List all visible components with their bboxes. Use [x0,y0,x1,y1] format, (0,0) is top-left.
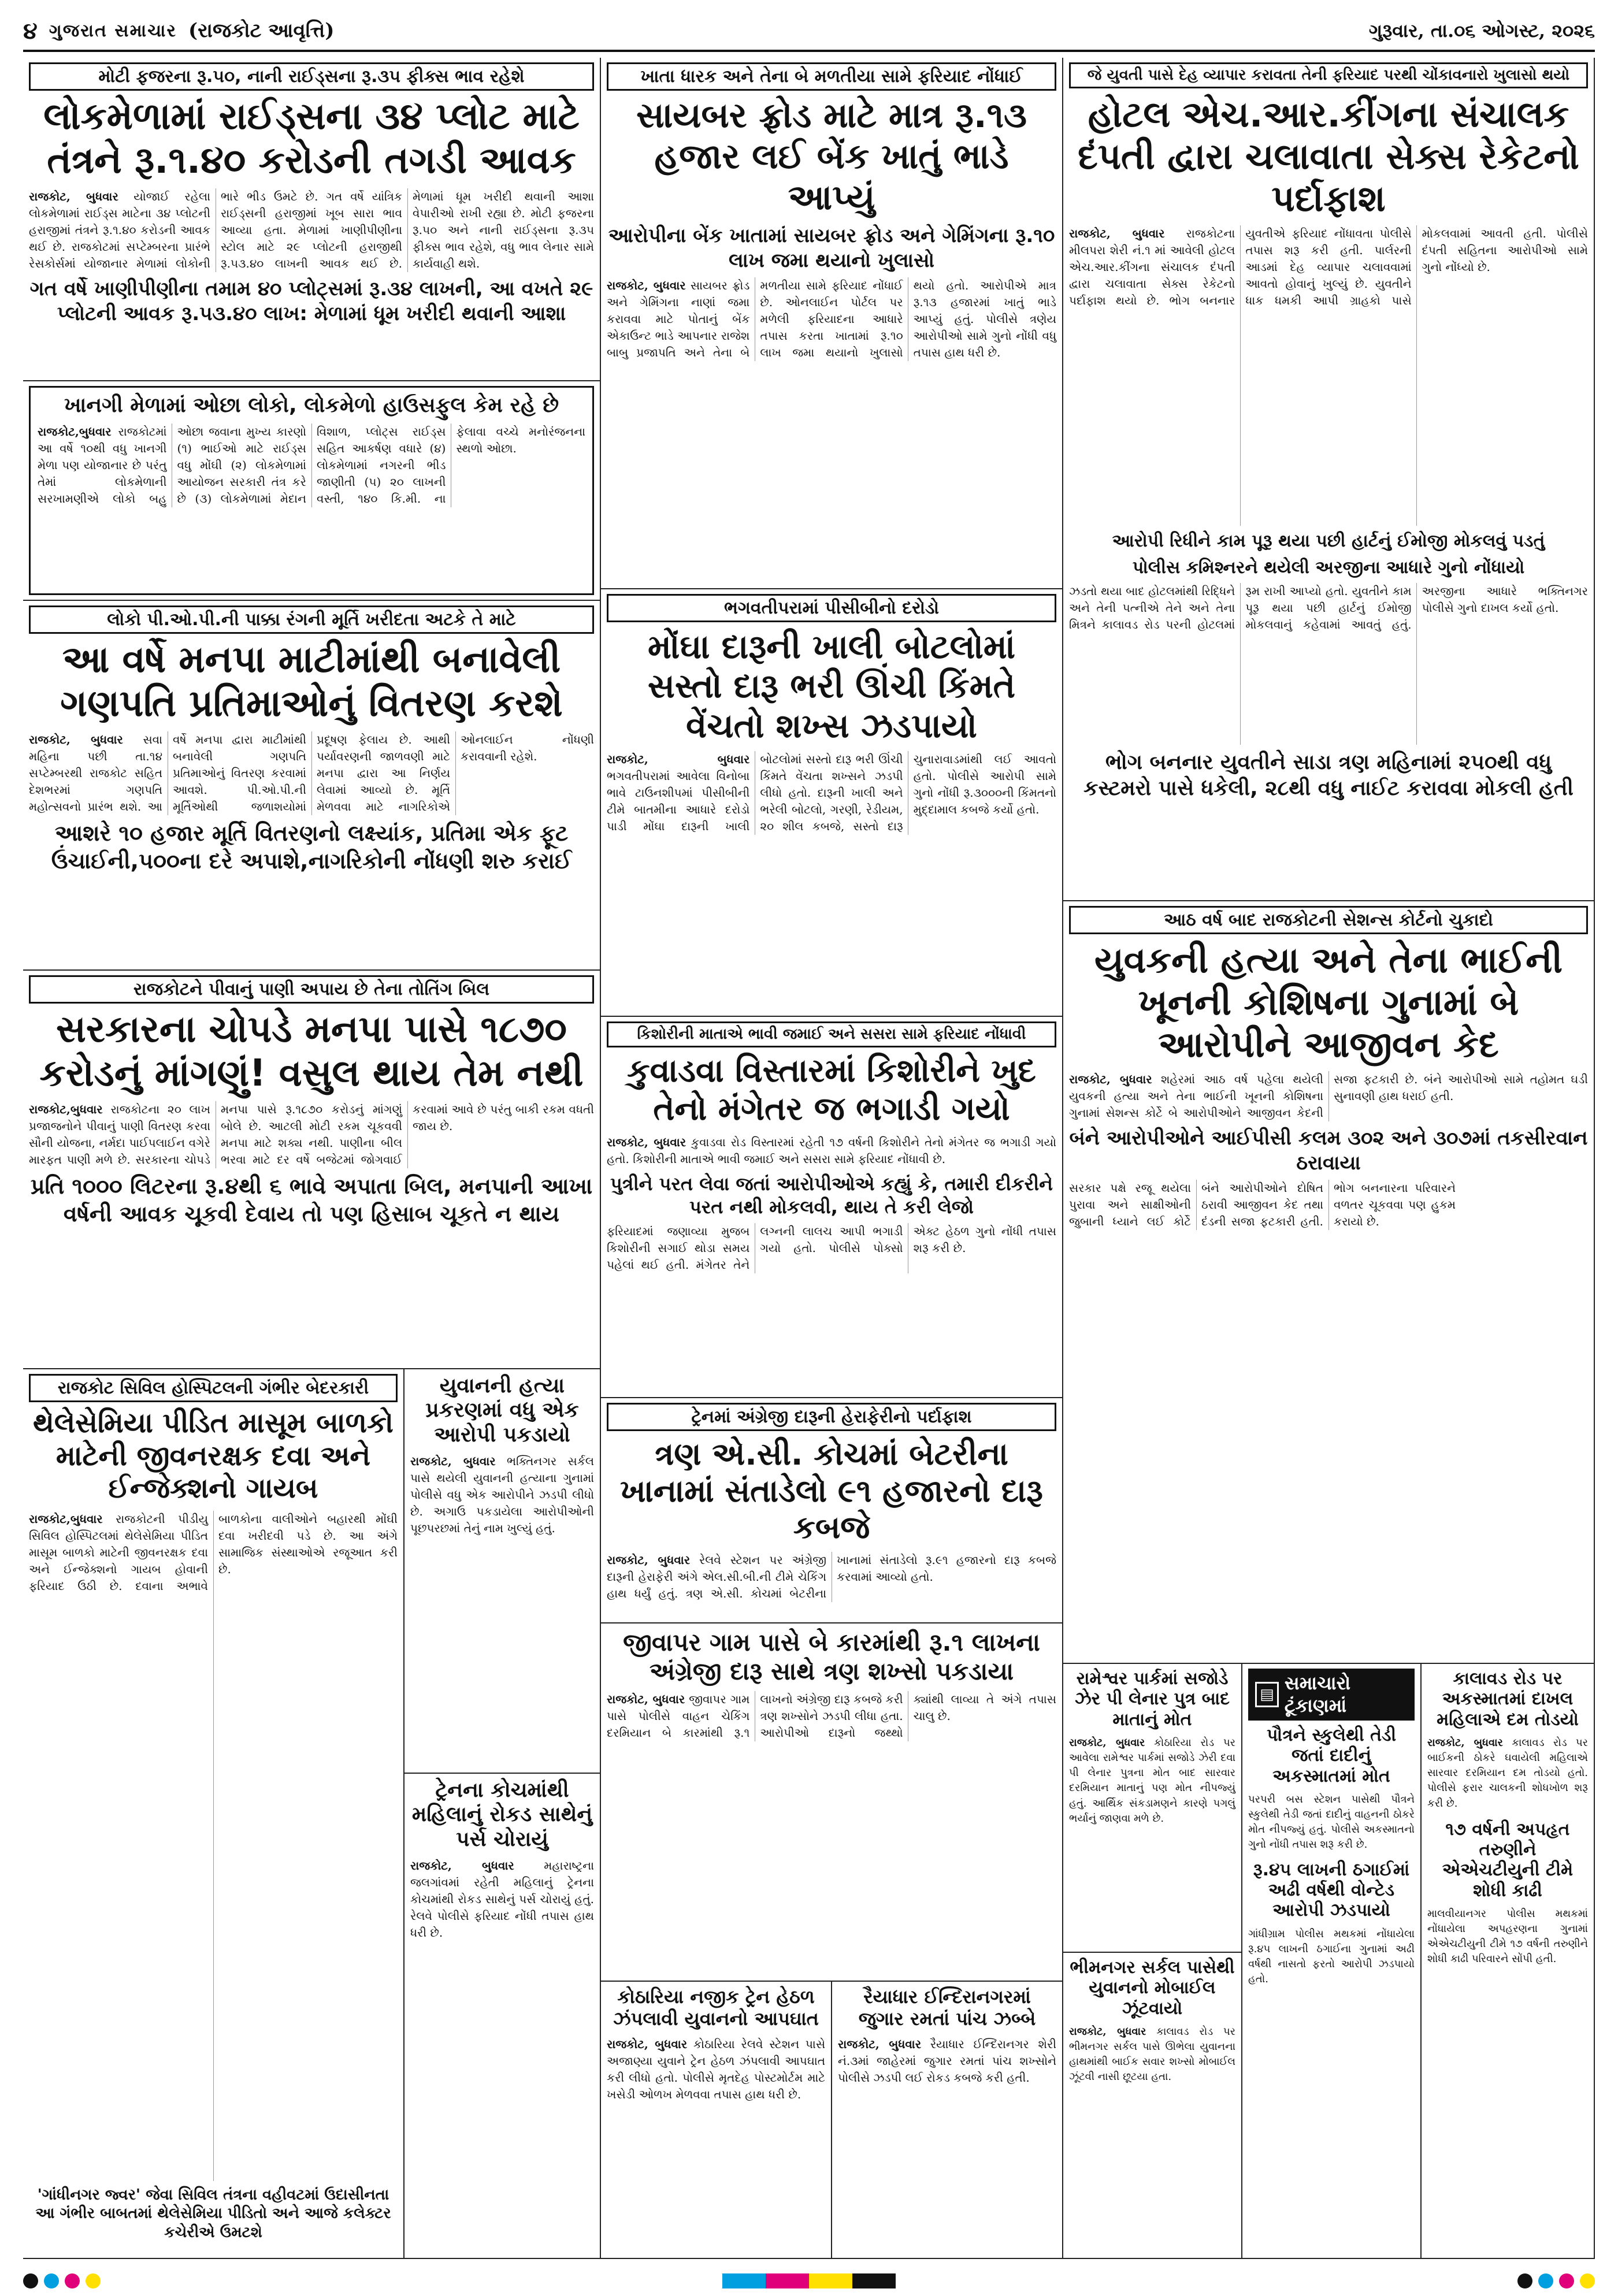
article-raiyadhar [832,1982,1063,2259]
article-text: ભક્તિનગર સર્કલ પાસે થયેલી યુવાનની હત્યાના ગુનામાં પોલીસે વધુ એક આરોપીને ઝડપી લીધો છે. અગાઉ પકડાયેલા આરોપીઓની પૂછપરછમાં તેનું નામ ખુલ્યું હતું. [410,1454,594,1536]
yellow-dot [86,2273,101,2288]
registration-dots-right [1517,2273,1595,2288]
page-masthead [23,12,1595,52]
article-subhead: પુત્રીને પરત લેવા જતાં આરોપીઓએ કહ્યું કે, તમારી દીકરીને પરત નથી મોકલવી, થાય તે કરી લેજો [610,1173,1053,1218]
article-headline: રામેશ્વર પાર્કમાં સજોડે ઝેર પી લેનાર પુત્ર બાદ માતાનું મોત [1075,1669,1230,1730]
article-kicker: રાજકોટને પીવાનું પાણી અપાય છે તેના તોતિંગ બિલ [29,975,594,1004]
article-train-liquor [601,1398,1063,1623]
article-body-2 [1069,583,1588,745]
article-text: સવા મહિના પછી તા.૧૪ સપ્ટેમ્બરથી રાજકોટ સહિત દેશભરમાં ગણપતિ મહોત્સવનો પ્રારંભ થશે. આ વર્ષે મનપા દ્વારા માટીમાંથી બનાવેલી ગણપતિ પ્રતિમાઓનું વિતરણ કરવામાં આવશે. પી.ઓ.પી.ની મૂર્તિઓથી જળાશયોમાં પ્રદૂષણ ફેલાય છે. આથી પર્યાવરણની જાળવણી માટે મનપા દ્વારા આ નિર્ણય લેવામાં આવ્યો છે. મૂર્તિ મેળવવા માટે નાગરિકોએ ઓનલાઈન નોંધણી કરાવવાની રહેશે. [29,733,594,814]
article-text: રાજકોટના મીલપરા શેરી નં.૧ માં આવેલી હોટલ એચ.આર.કીંગના સંચાલક દંપતી દ્વારા ચલાવાતા સેક્સ રેકેટનો પર્દાફાશ થયો છે. ભોગ બનનાર યુવતીએ ફરિયાદ નોંધાવતા પોલીસે તપાસ શરૂ કરી હતી. પાર્લરની આડમાં દેહ વ્યાપાર ચલાવવામાં આવતો હોવાનું ખુલ્યું છે. યુવતીને ધાક ધમકી આપી ગ્રાહકો પાસે મોકલવામાં આવતી હતી. પોલીસે દંપતી સહિતના આરોપીઓ સામે ગુનો નોંધ્યો છે. [1069,226,1588,308]
article-hospital [23,1369,404,2259]
article-body [29,188,594,272]
article-text: મહારાષ્ટ્રના જલગાંવમાં રહેતી મહિલાનું ટ્રેનના કોચમાંથી રોકડ સાથેનું પર્સ ચોરાયું હતું. રેલવે પોલીસે ફરિયાદ નોંધી તપાસ હાથ ધરી છે. [410,1859,595,1940]
briefs-label: સમાચારો ટૂંકાણમાં [1284,1672,1351,1717]
article-headline: લોકમેળામાં રાઈડ્સના ૩૪ પ્લોટ માટે તંત્રને રૂ.૧.૪૦ કરોડની તગડી આવક [43,95,580,182]
article-text: કાલાવડ રોડ પર બાઈકની ઠોકરે ઘવાયેલી મહિલાએ સારવાર દરમિયાન દમ તોડયો હતો. પોલીસે ફરાર ચાલકની શોધખોળ શરૂ કરી છે. [1427,1737,1588,1810]
article-private-fair [23,381,601,601]
article-kuvadva [601,1017,1063,1398]
article-text: ગાંધીગ્રામ પોલીસ મથકમાં નોંધાયેલા રૂ.૪૫ લાખની ઠગાઈના ગુનામાં અઢી વર્ષથી નાસતો ફરતો આરોપી ઝડપાયો હતો. [1248,1927,1415,1985]
article-headline: સરકારના ચોપડે મનપા પાસે ૧૮૭૦ કરોડનું માંગણું! વસુલ થાય તેમ નથી [39,1008,584,1095]
article-subhead: પ્રતિ ૧૦૦૦ લિટરના રૂ.૪થી ૬ ભાવે અપાતા બિલ, મનપાની આખા વર્ષની આવક ચૂકવી દેવાય તો પણ હિસાબ ચૂકતે ન થાય [30,1173,593,1227]
magenta-dot [1559,2273,1574,2288]
article-kicker: જે યુવતી પાસે દેહ વ્યાપાર કરાવતા તેની ફરિયાદ પરથી ચોંકાવનારો ખુલાસો થયો [1069,62,1588,88]
article-headline: યુવાનની હત્યા પ્રકરણમાં વધુ એક આરોપી પકડાયો [425,1374,579,1447]
article-subhead-3: ભોગ બનનાર યુવતીને સાડા ત્રણ મહિનામાં ૨૫૦થી વધુ કસ્ટમરો પાસે ધકેલી, ૨૮થી વધુ નાઈટ કરાવવા મોકલી હતી [1083,751,1574,801]
article-ganesh [23,601,601,971]
article-subhead: આરોપી રિધીને કામ પૂરૂ થયા પછી હાર્ટનું ઈમોજી મોકલવું પડતું [1112,531,1545,552]
dateline: રાજકોટ,બુધવાર [29,1102,103,1117]
article-jivapar [601,1623,1063,1982]
registration-dots-left [23,2273,101,2288]
dateline: રાજકોટ, બુધવાર [29,733,123,747]
article-headline: કોઠારિયા નજીક ટ્રેન હેઠળ ઝંપલાવી યુવાનનો આપઘાત [613,1986,819,2030]
article-text: રૈયાધાર ઈન્દિરાનગર શેરી નં.૩માં જાહેરમાં જુગાર રમતાં પાંચ શખ્સોને પોલીસે ઝડપી લઈ રોકડ કબજે કરી હતી. [838,2037,1057,2085]
article-liquor [601,589,1063,1017]
article-body-2 [607,1223,1056,1273]
article-hotel [1063,58,1595,901]
article-body [607,1134,1056,1168]
article-cyber [601,58,1063,589]
dateline: રાજકોટ, બુધવાર [410,1859,514,1873]
dateline: રાજકોટ, બુધવાર [1069,1737,1145,1749]
dateline: રાજકોટ, બુધવાર [607,278,686,293]
magenta-dot [65,2273,80,2288]
article-kicker: લોકો પી.ઓ.પી.ની પાક્કા રંગની મૂર્તિ ખરીદતા અટકે તે માટે [29,605,594,634]
article-body [1069,1736,1235,1826]
article-text: કુવાડવા રોડ વિસ્તારમાં રહેતી ૧૭ વર્ષની કિશોરીને તેનો મંગેતર જ ભગાડી ગયો હતો. કિશોરીની માતાએ ભાવી જમાઈ અને સસરા સામે ફરિયાદ નોંધાવી છે. [607,1135,1057,1166]
article-body [29,1101,594,1168]
article-text: ભગવતીપરામાં આવેલા વિનોબા ભાવે ટાઉનશીપમાં પીસીબીની ટીમે બાતમીના આધારે દરોડો પાડી મોંઘા દારૂની ખાલી બોટલોમાં સસ્તો દારૂ ભરી ઊંચી કિંમતે વેંચતા શખ્સને ઝડપી લીધો હતો. દારૂની ખાલી અને ભરેલી બોટલો, ગરણી, રેડીયમ, ૨૦ શીલ કબજે, સસ્તો દારૂ ચુનારાવાડમાંથી લઈ આવતો હતો. પોલીસે આરોપી સામે ગુનો નોંધી રૂ.૩૦૦૦ની કિંમતનો મુદ્દામાલ કબજે કર્યો હતો. [607,752,1056,834]
cyan-dot [1538,2273,1553,2288]
article-body [607,1691,1056,1741]
article-body [29,1511,398,2181]
article-headline: આ વર્ષે મનપા માટીમાંથી બનાવેલી ગણપતિ પ્રતિમાઓનું વિતરણ કરશે [60,638,563,725]
dateline: રાજકોટ, બુધવાર [607,2037,688,2051]
article-subhead: આશરે ૧૦ હજાર મૂર્તિ વિતરણનો લક્ષ્યાંક, પ્રતિમા એક ફૂટ ઉંચાઈની,૫૦૦ના દરે અપાશે,નાગરિકોની નોંધણી શરુ કરાઈ [51,820,572,874]
print-registration-bar [23,2271,1595,2291]
article-body [838,2036,1056,2086]
article-headline: રૈયાધાર ઈન્દિરાનગરમાં જુગાર રમતાં પાંચ ઝબ્બે [858,1986,1036,2030]
black-dot [23,2273,38,2288]
black-dot [1517,2273,1532,2288]
article-body [607,1552,1056,1602]
article-headline: કાલાવડ રોડ પર અકસ્માતમાં દાખલ મહિલાએ દમ તોડયો [1437,1669,1579,1730]
dateline: રાજકોટ, બુધવાર [838,2037,922,2051]
cyan-dot [44,2273,59,2288]
article-headline: કુવાડવા વિસ્તારમાં કિશોરીને ખુદ તેનો મંગેતર જ ભગાડી ગયો [627,1052,1036,1128]
article-kalavad [1422,1664,1595,2259]
color-strip [722,2273,896,2288]
article-headline: મોંઘા દારૂની ખાલી બોટલોમાં સસ્તો દારૂ ભરી ઊંચી કિંમતે વેંચતો શખ્સ ઝડપાયો [647,627,1016,745]
article-headline: ત્રણ એ.સી. કોચમાં બેટરીના ખાનામાં સંતાડેલો ૯૧ હજારનો દારૂ કબજે [620,1436,1043,1546]
dateline: રાજકોટ, બુધવાર [607,1553,691,1567]
boxed-story [29,386,594,595]
article-text: માલવીયાનગર પોલીસ મથકમાં નોંધાયેલા અપહરણના ગુનામાં એએચટીયુની ટીમે ૧૭ વર્ષની તરુણીને શોધી કાઢી પરિવારને સોંપી હતી. [1427,1908,1588,1966]
article-text: રાજકોટની પીડીયુ સિવિલ હોસ્પિટલમાં થેલેસેમિયા પીડિત માસૂમ બાળકો માટેની જીવનરક્ષક દવા અને ઈન્જેક્શનો ગાયબ હોવાની ફરિયાદ ઉઠી છે. દવાના અભાવે બાળકોના વાલીઓને બહારથી મોંઘી દવા ખરીદવી પડે છે. આ અંગે સામાજિક સંસ્થાઓએ રજૂઆત કરી છે. [29,1511,398,1593]
brief-headline-1: પૌત્રને સ્કુલેથી તેડી જતાં દાદીનું અકસ્માતમાં મોત [1266,1725,1397,1786]
article-text: જીવાપર ગામ પાસે પોલીસે વાહન ચેકિંગ દરમિયાન બે કારમાંથી રૂ.૧ લાખનો અંગ્રેજી દારૂ કબજે કરી ત્રણ શખ્સોને ઝડપી લીધા હતા. આરોપીઓ દારૂનો જથ્થો ક્યાંથી લાવ્યા તે અંગે તપાસ ચાલુ છે. [607,1692,1056,1740]
article-headline: ટ્રેનના કોચમાંથી મહિલાનું રોકડ સાથેનું પર્સ ચોરાયું [411,1778,593,1851]
article-text: શહેરમાં આઠ વર્ષ પહેલા થયેલી યુવકની હત્યા અને તેના ભાઈની ખૂનની કોશિષના ગુનામાં સેશન્સ કોર્ટે બે આરોપીઓને આજીવન કેદની સજા ફટકારી છે. બંને આરોપીઓ સામે તહોમત ઘડી સુનાવણી હાથ ધરાઈ હતી. [1069,1072,1588,1120]
article-body [1069,2024,1235,2085]
brief-body-2 [1248,1927,1415,1987]
dateline: રાજકોટ, બુધવાર [607,1692,685,1707]
yellow-dot [1580,2273,1595,2288]
article-headline: યુવકની હત્યા અને તેના ભાઈની ખૂનની કોશિષના ગુનામાં બે આરોપીને આજીવન કેદ [1094,939,1563,1066]
article-body [38,423,585,507]
article-text: રાજકોટના ૨૦ લાખ પ્રજાજનોને પીવાનું પાણી વિતરણ કરવા સૌની યોજના, નર્મદા પાઈપલાઈન વગેરે મારફત પાણી મળે છે. સરકારના ચોપડે મનપા પાસે રૂ.૧૮૭૦ કરોડનું માંગણું બોલે છે. આટલી મોટી રકમ ચૂકવવી મનપા માટે શક્ય નથી. પાણીના બીલ ભરવા માટે દર વર્ષે બજેટમાં જોગવાઈ કરવામાં આવે છે પરંતુ બાકી રકમ વધતી જાય છે. [29,1102,594,1167]
article-body [607,2036,825,2103]
briefs-header [1248,1669,1415,1721]
article-text: ફરિયાદમાં જણાવ્યા મુજબ કિશોરીની સગાઈ થોડા સમય પહેલાં થઈ હતી. મંગેતર તેને લગ્નની લાલચ આપી ભગાડી ગયો હતો. પોલીસે પોક્સો એક્ટ હેઠળ ગુનો નોંધી તપાસ શરૂ કરી છે. [607,1224,1056,1272]
article-headline: સાયબર ફ્રોડ માટે માત્ર રૂ.૧૩ હજાર લઈ બેંક ખાતું ભાડે આપ્યું [636,95,1027,218]
issue-date: ગુરૂવાર, તા.૦૬ ઓગસ્ટ, ૨૦૨૬ [1368,19,1595,42]
article-body [1069,225,1588,526]
dateline: રાજકોટ, બુધવાર [1069,2026,1146,2038]
article-text: રાજકોટમાં આ વર્ષે ૧૦થી વધુ ખાનગી મેળા પણ યોજાનાર છે પરંતુ તેમાં લોકમેળાની સરખામણીએ લોકો બહુ ઓછા જવાના મુખ્ય કારણો (૧) ભાઈઓ માટે રાઈડ્સ વધુ મોંઘી (૨) લોકમેળામાં આયોજન સરકારી તંત્ર કરે છે (૩) લોકમેળામાં મેદાન વિશાળ, પ્લોટ્સ રાઈડ્સ સહિત આકર્ષણ વધારે (૪) લોકમેળામાં નગરની ભીડ જાણીતી (૫) ૨૦ લાખની વસ્તી, ૧૪૦ કિ.મી. ના ફેલાવા વચ્ચે મનોરંજનના સ્થળો ઓછા. [38,425,585,506]
article-headline: જીવાપર ગામ પાસે બે કારમાંથી રૂ.૧ લાખના અંગ્રેજી દારૂ સાથે ત્રણ શખ્સો પકડાયા [623,1628,1040,1685]
article-kicker: આઠ વર્ષ બાદ રાજકોટની સેશન્સ કોર્ટનો ચુકાદો [1069,906,1588,934]
article-court [1063,901,1595,1664]
dateline: રાજકોટ, બુધવાર [1427,1737,1503,1749]
article-kicker: મોટી ફજરના રૂ.૫૦, નાની રાઈડ્સના રૂ.૩૫ ફીક્સ ભાવ રહેશે [29,62,594,91]
article-text: સરકાર પક્ષે રજૂ થયેલા પુરાવા અને સાક્ષીઓની જુબાની ધ્યાને લઈ કોર્ટે બંને આરોપીઓને દોષિત ઠરાવી આજીવન કેદ તથા દંડની સજા ફટકારી હતી. ભોગ બનનારના પરિવારને વળતર ચૂકવવા પણ હુકમ કરાયો છે. [1069,1181,1456,1229]
article-body [607,277,1056,361]
dateline: રાજકોટ, બુધવાર [29,190,118,204]
article-subhead: બંને આરોપીઓને આઈપીસી કલમ ૩૦૨ અને ૩૦૭માં તકસીરવાન ઠરાવાયા [1069,1127,1588,1175]
edition-label: (રાજકોટ આવૃત્તિ) [188,19,335,42]
briefs-section [1242,1664,1422,2259]
article-headline: ખાનગી મેળામાં ઓછા લોકો, લોકમેળો હાઉસફુલ કેમ રહે છે [64,393,559,417]
article-subhead: આરોપીના બેંક ખાતામાં સાયબર ફ્રોડ અને ગેમિંગના રૂ.૧૦ લાખ જમા થયાનો ખુલાસો [608,224,1055,272]
article-text: યોજાઈ રહેલા લોકમેળામાં રાઈડ્સ માટેના ૩૪ પ્લોટની હરાજીમાં તંત્રને રૂ.૧.૪૦ કરોડની આવક થઈ છે. રાજકોટમાં સપ્ટેમ્બરના પ્રારંભે રેસકોર્સમાં યોજાનાર મેળામાં લોકોની ભારે ભીડ ઉમટે છે. ગત વર્ષે યાંત્રિક રાઈડ્સની હરાજીમાં ખૂબ સારા ભાવ આવ્યા હતા. મેળામાં ખાણીપીણીના સ્ટોલ માટે ૨૯ પ્લોટની હરાજીથી રૂ.૫૩.૪૦ લાખની આવક થઈ છે. મેળામાં ધૂમ ખરીદી થવાની આશા વેપારીઓ રાખી રહ્યા છે. મોટી ફજરના રૂ.૫૦ અને નાની રાઈડ્સના રૂ.૩૫ ફીક્સ ભાવ રહેશે, વધુ ભાવ લેનાર સામે કાર્યવાહી થશે. [29,190,594,271]
article-body [410,1453,594,1537]
article-subhead-2: પોલીસ કમિશ્નરને થયેલી અરજીના આધારે ગુનો નોંધાયો [1132,557,1525,578]
brief-headline-2: રૂ.૪૫ લાખની ઠગાઈમાં અઢી વર્ષથી વોન્ટેડ આરોપી ઝડપાયો [1253,1859,1410,1921]
article-footer-note: 'ગાંધીનગર જ્વર' જેવા સિવિલ તંત્રના વહીવટમાં ઉદાસીનતા આ ગંભીર બાબતમાં થેલેસેમિયા પીડિતો અને આજે કલેક્ટર કચેરીએ ઉમટશે [35,2186,391,2241]
article-kicker: ખાતા ધારક અને તેના બે મળતીયા સામે ફરિયાદ નોંધાઈ [607,62,1056,91]
dateline: રાજકોટ, બુધવાર [1069,1072,1152,1087]
article-subhead: ગત વર્ષે ખાણીપીણીના તમામ ૪૦ પ્લોટ્સમાં રૂ.૩૪ લાખની, આ વખતે ૨૯ પ્લોટની આવક રૂ.૫૩.૪૦ લાખ: મેળામાં ધૂમ ખરીદી થવાની આશા [29,277,593,325]
article-subhead: ૧૭ વર્ષની અપહૃત તરુણીને એએચટીયુની ટીમે શોધી કાઢી [1442,1819,1574,1901]
article-kicker: રાજકોટ સિવિલ હોસ્પિટલની ગંભીર બેદરકારી [29,1374,398,1402]
article-kicker: ભગવતીપરામાં પીસીબીનો દરોડો [607,594,1056,622]
article-text: સાયબર ફ્રોડ અને ગેમિંગના નાણાં જમા કરાવવા માટે પોતાનું બેંક એકાઉન્ટ ભાડે આપનાર રાજેશ બાબુ પ્રજાપતિ અને તેના બે મળતીયા સામે ફરિયાદ નોંધાઈ છે. ઓનલાઈન પોર્ટલ પર મળેલી ફરિયાદના આધારે તપાસ કરતા ખાતામાં રૂ.૧૦ લાખ જમા થયાનો ખુલાસો થયો હતો. આરોપીએ માત્ર રૂ.૧૩ હજારમાં ખાતું ભાડે આપ્યું હતું. પોલીસે ત્રણેય આરોપીઓ સામે ગુનો નોંધી વધુ તપાસ હાથ ધરી છે. [607,278,1056,360]
dateline: રાજકોટ, બુધવાર [1069,226,1165,241]
newspaper-name: ગુજરાત સમાચાર [49,20,177,41]
article-train-purse [404,1774,601,2259]
article-kicker: કિશોરીની માતાએ ભાવી જમાઈ અને સસરા સામે ફરિયાદ નોંધાવી [607,1021,1056,1047]
article-headline: ભીમનગર સર્કલ પાસેથી યુવાનનો મોબાઈલ ઝૂંટવાયો [1070,1957,1235,2019]
article-body [410,1857,594,1941]
dateline: રાજકોટ,બુધવાર [38,425,112,439]
article-rameshwar [1063,1664,1242,1953]
article-water [23,971,601,1369]
dateline: રાજકોટ, બુધવાર [607,1135,686,1150]
article-text: ઝડતો થયા બાદ હોટલમાંથી રિદ્ધિને અને તેની પત્નીએ તેને અને તેના મિત્રને કાલાવડ રોડ પરની હોટલમાં રૂમ રાખી આપ્યો હતો. યુવતીને કામ પૂરૂ થયા પછી હાર્ટનું ઈમોજી મોકલવાનું કહેવામાં આવતું હતું. અરજીના આધારે ભક્તિનગર પોલીસે ગુનો દાખલ કર્યો હતો. [1069,584,1588,632]
article-headline: હોટલ એચ.આર.કીંગના સંચાલક દંપતી દ્વારા ચલાવાતા સેક્સ રેકેટનો પર્દાફાશ [1078,93,1579,220]
page-number: ૪ [23,17,38,44]
dateline: રાજકોટ, બુધવાર [607,752,750,767]
article-fair [23,58,601,381]
dateline: રાજકોટ,બુધવાર [29,1511,103,1526]
article-text: કોઠારિયા રોડ પર આવેલા રામેશ્વર પાર્કમાં સજોડે ઝેરી દવા પી લેનાર પુત્રના મોત બાદ સારવાર દરમિયાન માતાનું પણ મોત નીપજ્યું હતું. આર્થિક સંકડામણને કારણે પગલું ભર્યાનું જાણવા મળે છે. [1069,1737,1235,1825]
article-text: પરપરી બસ સ્ટેશન પાસેથી પૌત્રને સ્કુલેથી તેડી જતાં દાદીનું વાહનની ઠોકરે મોત નીપજ્યું હતું. પોલીસે અકસ્માતનો ગુનો નોંધી તપાસ શરૂ કરી છે. [1248,1793,1415,1851]
dateline: રાજકોટ, બુધવાર [410,1454,496,1469]
brief-body-1 [1248,1792,1415,1852]
article-body-2 [1069,1180,1588,1230]
article-kicker: ટ્રેનમાં અંગ્રેજી દારૂની હેરાફેરીનો પર્દાફાશ [607,1403,1056,1431]
article-body [1069,1071,1588,1121]
article-text: કાલાવડ રોડ પર ભીમનગર સર્કલ પાસે ઊભેલા યુવાનના હાથમાંથી બાઈક સવાર શખ્સો મોબાઈલ ઝૂંટવી નાસી છૂટયા હતા. [1069,2026,1235,2083]
article-body [29,731,594,815]
article-body [607,751,1056,835]
article-body-2 [1427,1907,1588,1967]
article-body [1427,1736,1588,1811]
article-bhimnagar [1063,1953,1242,2259]
article-text: રેલવે સ્ટેશન પર અંગ્રેજી દારૂની હેરાફેરી અંગે એલ.સી.બી.ની ટીમે ચેકિંગ હાથ ધર્યું હતું. ત્રણ એ.સી. કોચમાં બેટરીના ખાનામાં સંતાડેલો રૂ.૯૧ હજારનો દારૂ કબજે કરવામાં આવ્યો હતો. [607,1553,1056,1601]
newspaper-icon: ▤ [1255,1682,1279,1707]
article-youth-murder [404,1369,601,1774]
article-text: કોઠારિયા રેલવે સ્ટેશન પાસે અજાણ્યા યુવાને ટ્રેન હેઠળ ઝંપલાવી આપઘાત કરી લીધો હતો. પોલીસે મૃતદેહ પોસ્ટમોર્ટમ માટે ખસેડી ઓળખ મેળવવા તપાસ હાથ ધરી છે. [607,2037,826,2101]
article-kotharia [601,1982,832,2259]
article-headline: થેલેસેમિયા પીડિત માસૂમ બાળકો માટેની જીવનરક્ષક દવા અને ઈન્જેક્શનો ગાયબ [33,1407,394,1505]
